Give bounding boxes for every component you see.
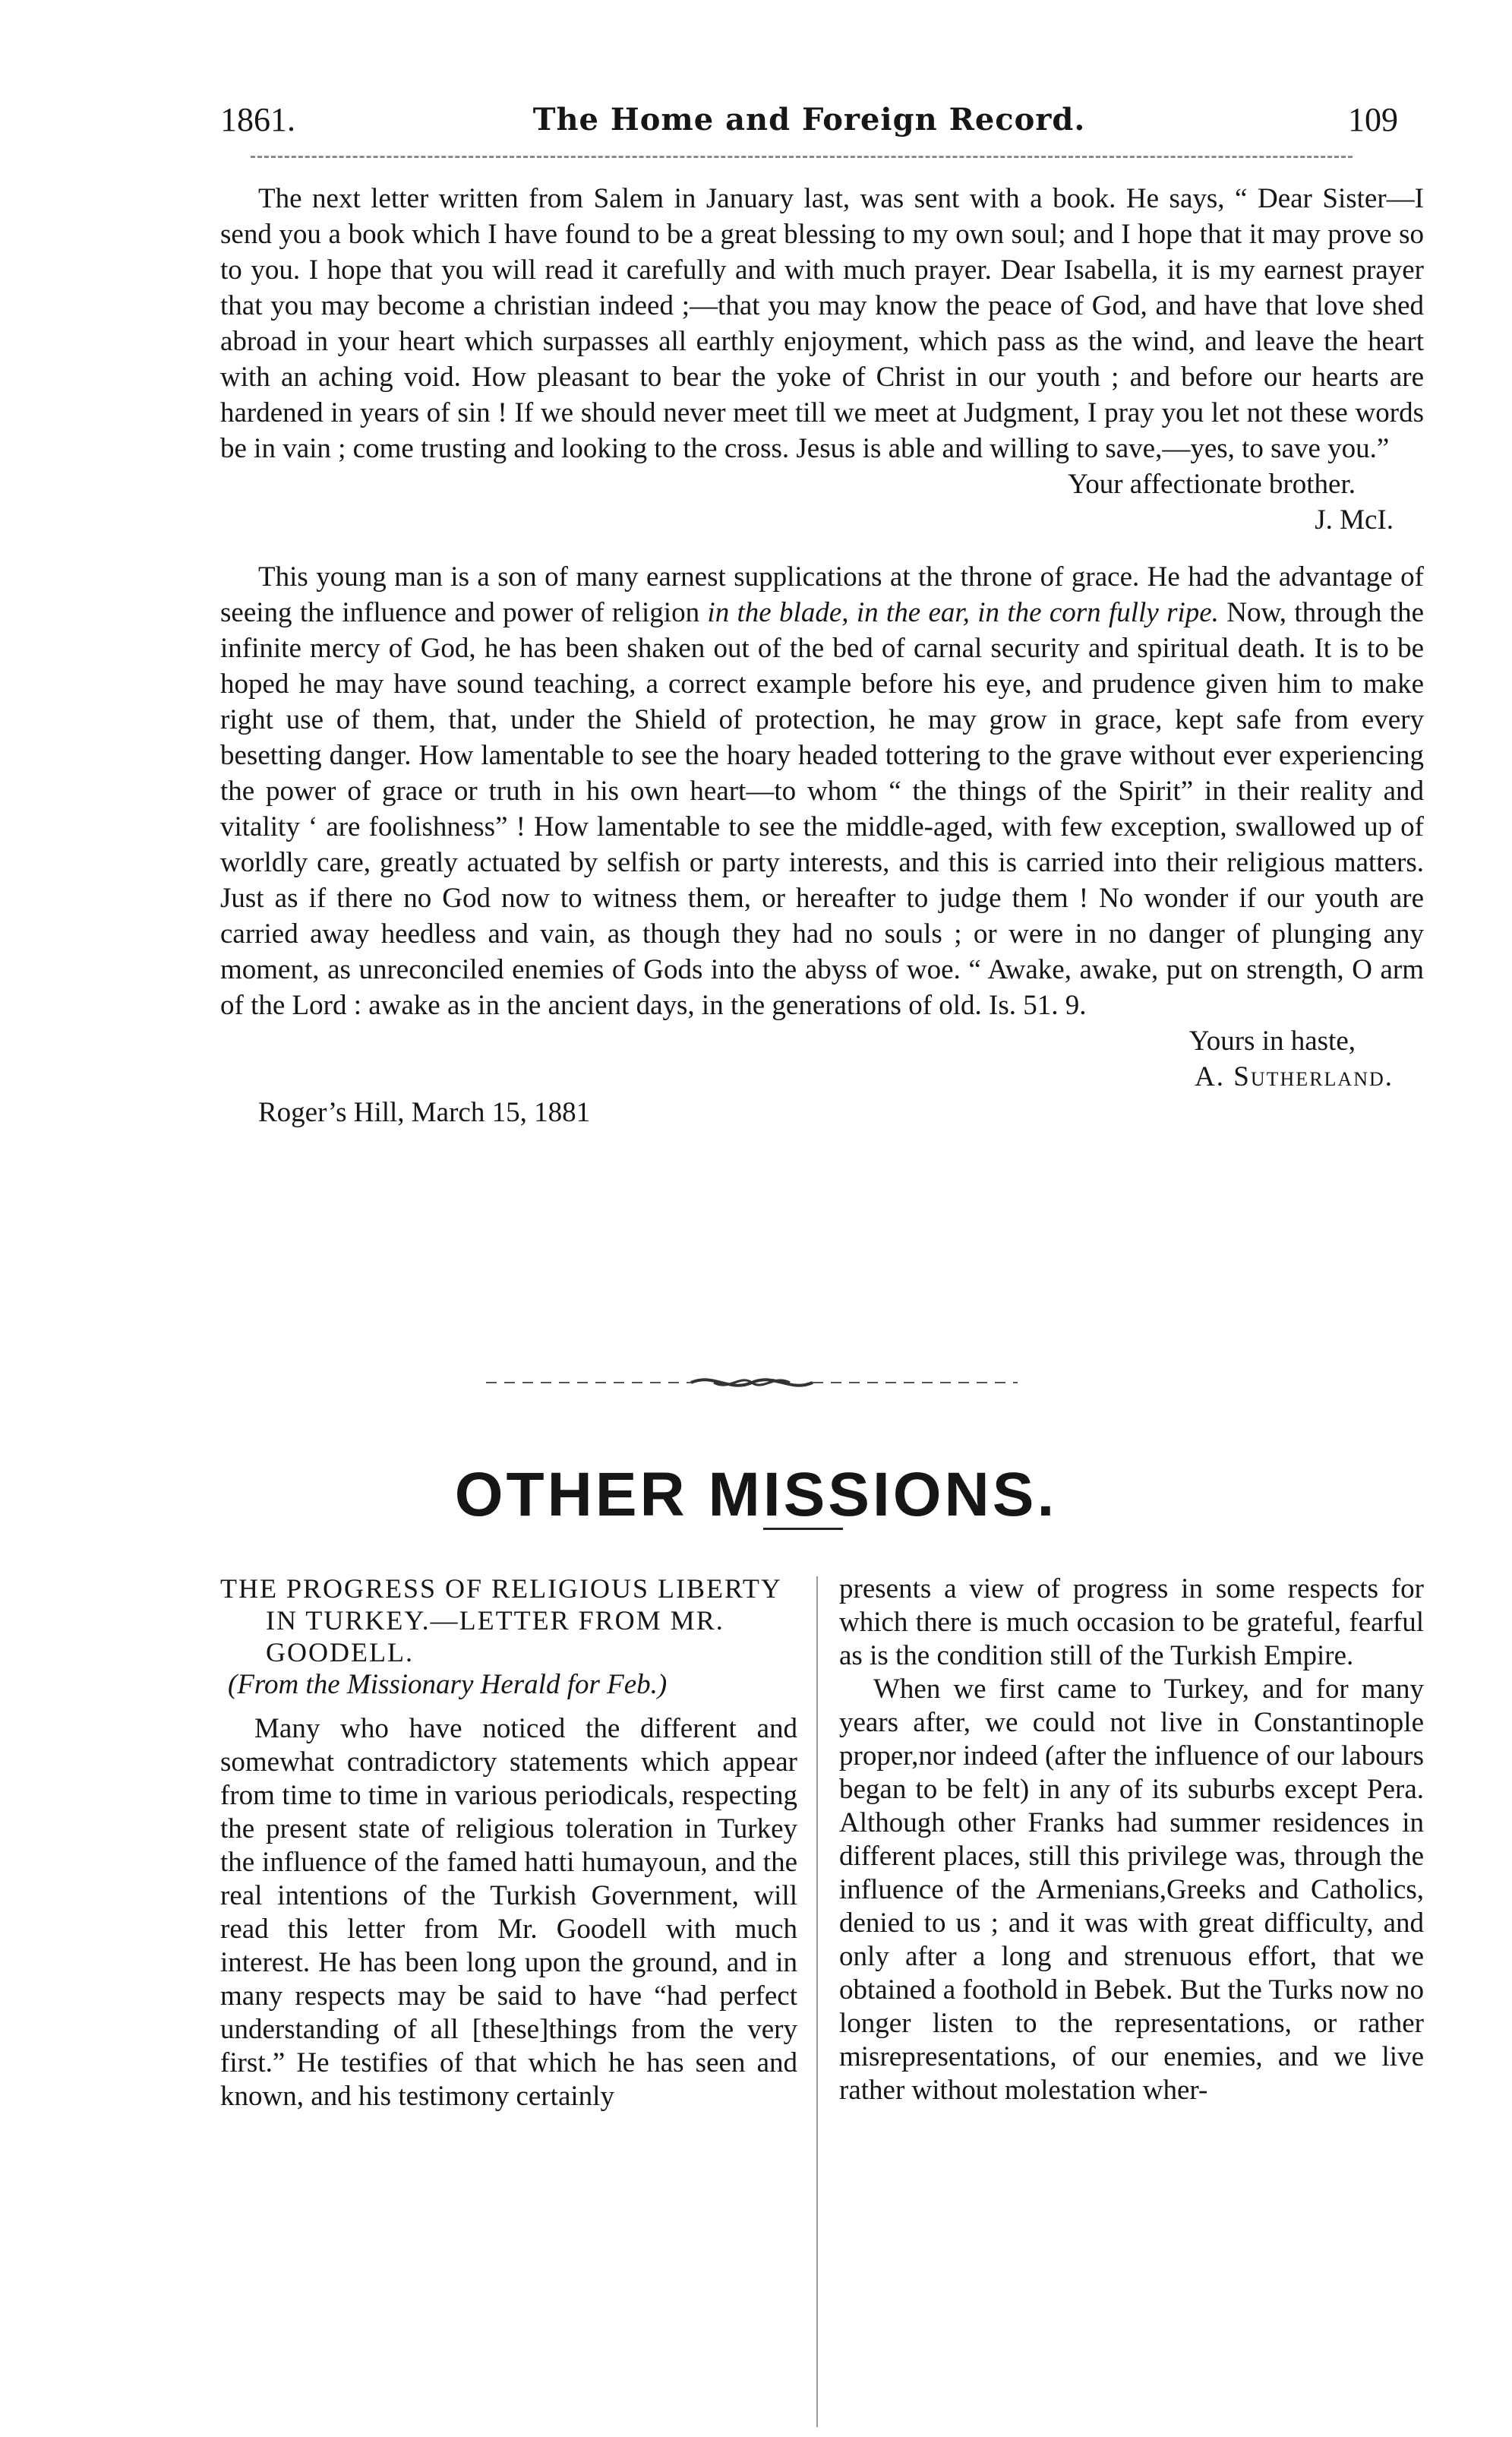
commentary-italic-quote: in the blade, in the ear, in the corn fully ripe.: [707, 597, 1219, 628]
article-paragraph: When we first came to Turkey, and for many years after, we could not live in Constantinople proper,nor indeed (after the influence of our labours began to be felt) in any of its suburbs except Pera. Although other Franks had summer residences in different places, still this privilege was, through the influence of the Armenians,Greeks and Catholics, denied to us ; and it was with great difficulty, and only after a long and strenuous effort, that we obtained a foothold in Bebek. But the Turks now no longer listen to the representations, or rather misrepresentations, of our enemies, and we live rather without molestation wher-: [839, 1674, 1424, 2106]
journal-title: The Home and Foreign Record.: [532, 102, 1086, 137]
page-number: 109: [1348, 101, 1398, 138]
letter-body: [220, 181, 1424, 1130]
article-paragraph: Many who have noticed the different and somewhat contradictory statements which appear from time to time in various periodicals, respecting the present state of religious toleration in Turkey the influence of the famed hatti humayoun, and the real intentions of the Turkish Government, will read this letter from Mr. Goodell with much interest. He has been long upon the ground, and in many respects may be said to have “had perfect understanding of all [these]things from the very first.” He testifies of that which he has seen and known, and his testimony certainly: [220, 1713, 797, 2112]
article-paragraph-continued: presents a view of progress in some respects for which there is much occasion to be grateful, fearful as is the condition still of the Turkish Empire.: [839, 1573, 1424, 1671]
column-divider: [816, 1576, 818, 2427]
commentary-text-start: This young man is a son of many earnest supplications at the throne of grace. He had the advantage of seeing the influence and power of religion: [220, 561, 1424, 628]
section-title: OTHER MISSIONS.: [454, 1460, 1058, 1529]
article-left-column: [220, 1573, 797, 2113]
signature: A. Sutherland.: [1195, 1061, 1394, 1092]
letter-paragraph: The next letter written from Salem in January last, was sent with a book. He says, “ Dear Sister—I send you a book which I have found to be a great blessing to my own soul; and I hope that it may prove so to you. I hope that you will read it carefully and with much prayer. Dear Isabella, it is my earnest prayer that you may become a christian indeed ;—that you may know the peace of God, and have that love shed abroad in your heart which surpasses all earthly enjoyment, which pass as the wind, and leave the heart with an aching void. How pleasant to bear the yoke of Christ in our youth ; and before our hearts are hardened in years of sin ! If we should never meet till we meet at Judgment, I pray you let not these words be in vain ; come trusting and looking to the cross. Jesus is able and willing to save,—yes, to save you.”: [220, 183, 1424, 464]
article-heading: THE PROGRESS OF RELIGIOUS LIBERTY IN TURKEY.—LETTER FROM MR. GOODELL.: [220, 1573, 781, 1667]
ornamental-divider: [486, 1371, 1018, 1394]
header-rule: [251, 156, 1353, 158]
letter-initials: J. McI.: [1315, 504, 1394, 536]
title-underline: [763, 1528, 843, 1530]
page-year: 1861.: [220, 101, 295, 138]
sign-off: Yours in haste,: [1188, 1026, 1356, 1057]
article-source: (From the Missionary Herald for Feb.): [228, 1669, 668, 1700]
commentary-text-end: Now, through the infinite mercy of God, he has been shaken out of the bed of carnal security and spiritual death. It is to be hoped he may have sound teaching, a correct example before his eye, and prudence given him to make right use of them, that, under the Shield of protection, he may grow in grace, kept safe from every besetting danger. How lamentable to see the hoary headed tottering to the grave without ever experiencing the power of grace or truth in his own heart—to whom “ the things of the Spirit” in their reality and vitality ‘ are foolishness” ! How lamentable to see the middle-aged, with few exception, swallowed up of worldly care, greatly actuated by selfish or party interests, and this is carried into their religious matters. Just as if there no God now to witness them, or hereafter to judge them ! No wonder if our youth are carried away heedless and vain, as though they had no souls ; or were in no danger of plunging any moment, as unreconciled enemies of Gods into the abyss of woe. “ Awake, awake, put on strength, O arm of the Lord : awake as in the ancient days, in the generations of old. Is. 51. 9.: [220, 597, 1424, 1021]
letter-closing: Your affectionate brother.: [1068, 469, 1356, 500]
running-head: [205, 99, 1413, 152]
commentary-paragraph: [220, 559, 1424, 1023]
article-right-column: [839, 1573, 1424, 2107]
place-date-line: Roger’s Hill, March 15, 1881: [258, 1097, 591, 1128]
